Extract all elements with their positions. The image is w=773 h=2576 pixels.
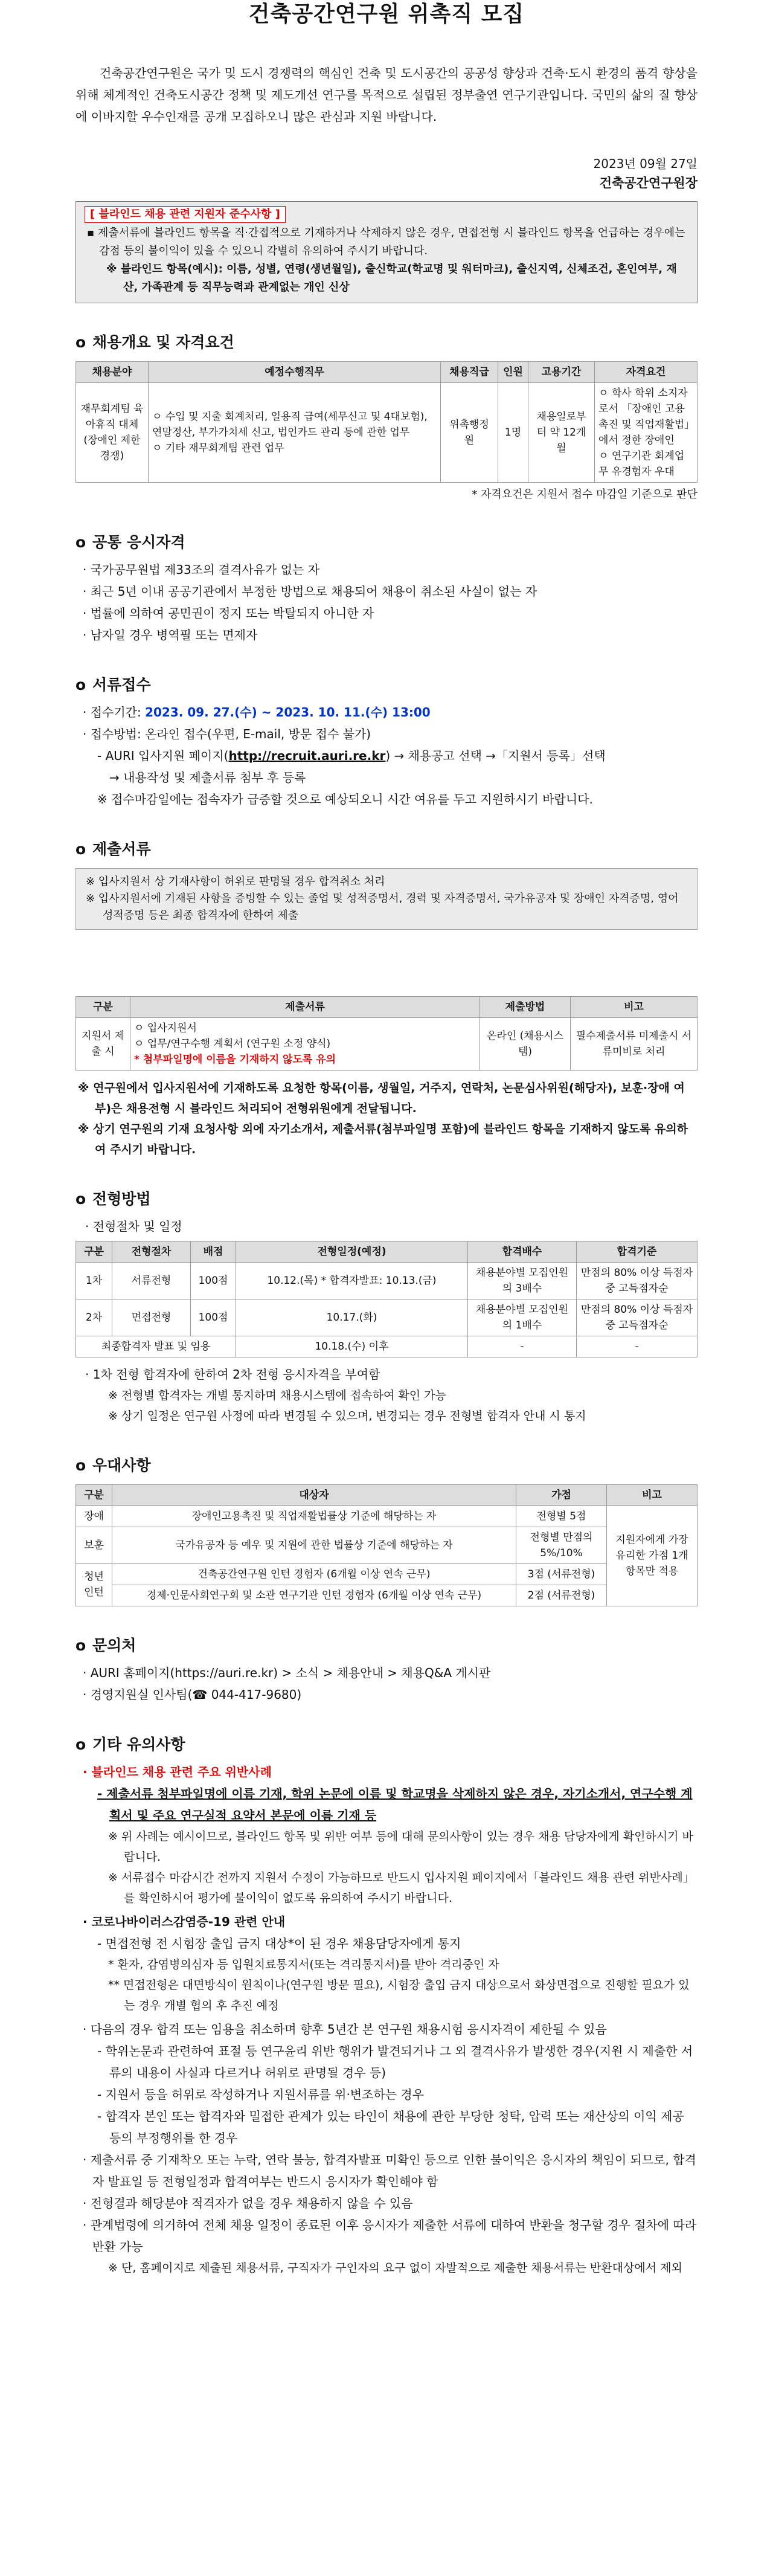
table-header: 가점 — [516, 1484, 607, 1505]
section-bullet-icon: o — [75, 675, 86, 694]
table-header: 합격배수 — [468, 1241, 577, 1262]
duty-cell: ㅇ 수입 및 지출 회계처리, 일용직 급여(세무신고 및 4대보험), 연말정산, 부가가치세 신고, 법인카드 관리 등에 관한 업무 ㅇ 기타 재무회계팀 관련 업무 — [149, 383, 441, 483]
covid-note: * 환자, 감염병의심자 등 입원치료통지서(또는 격리통지서)를 받아 격리중인 자 — [108, 1957, 499, 1971]
table-row: 2차 면접전형 100점 10.17.(화) 채용분야별 모집인원의 1배수 만점의 80% 이상 득점자 중 고득점자순 — [76, 1299, 698, 1336]
violation-example: - 제출서류 첨부파일명에 이름 기재, 학위 논문에 이름 및 학교명을 삭제하지 않은 경우, 자기소개서, 연구수행 계획서 및 주요 연구실적 요약서 본문에 이름 기재 등 — [97, 1786, 693, 1823]
table-row: 청년 인턴 건축공간연구원 인턴 경험자 (6개월 이상 연속 근무) 3점 (서류전형) — [76, 1563, 698, 1585]
table-header-row — [76, 996, 698, 1017]
count-cell: 1명 — [498, 383, 528, 483]
table-header: 채용분야 — [76, 362, 149, 383]
list-item: · 남자일 경우 병역필 또는 면제자 — [83, 627, 258, 642]
organization-head: 건축공간연구원장 — [599, 176, 698, 190]
blind-item-warning: ※ 상기 연구원의 기재 요청사항 외에 자기소개서, 제출서류(첨부파일명 포함)에 블라인드 항목을 기재하지 않도록 유의하여 주시기 바랍니다. — [78, 1122, 688, 1156]
table-row — [76, 1017, 698, 1070]
table-header: 구분 — [76, 1484, 112, 1505]
general-note: ※ 단, 홈페이지로 제출된 채용서류, 구직자가 구인자의 요구 없이 자발적으로 제출한 채용서류는 반환대상에서 제외 — [108, 2261, 682, 2275]
documents-table — [75, 996, 698, 1071]
table-header: 자격요건 — [595, 362, 698, 383]
type-cell: 지원서 제출 시 — [76, 1017, 130, 1070]
other-notes — [75, 1761, 698, 1783]
section-heading-overview: o 채용개요 및 자격요건 — [75, 332, 698, 353]
contact-homepage[interactable]: · AURI 홈페이지(https://auri.re.kr) > 소식 > 채용안내 > 채용Q&A 게시판 — [83, 1665, 491, 1680]
covid-heading: · 코로나바이러스감염증-19 관련 안내 — [83, 1914, 286, 1929]
cancellation-case: - 학위논문과 관련하여 표절 등 연구윤리 위반 행위가 발견되거나 그 외 결격사유가 발생한 경우(지원 시 제출한 서류의 내용이 사실과 다르거나 허위로 판명될 경우 등) — [97, 2043, 693, 2080]
section-heading-contact: o 문의처 — [75, 1635, 698, 1656]
section-heading-eligibility: o 공통 응시자격 — [75, 532, 698, 553]
selection-note: ※ 상기 일정은 연구원 사정에 따라 변경될 수 있으며, 변경되는 경우 전형별 합격자 안내 시 통지 — [108, 1409, 586, 1423]
application-period: · 접수기간: 2023. 09. 27.(수) ~ 2023. 10. 11.(수) 13:00 — [83, 704, 431, 720]
cancellation-case: - 합격자 본인 또는 합격자와 밀접한 관계가 있는 타인이 채용에 관한 부당한 청탁, 압력 또는 재산상의 이익 제공 등의 부정행위를 한 경우 — [97, 2108, 684, 2145]
contact-list — [75, 1662, 698, 1705]
list-item: · 법률에 의하여 공민권이 정지 또는 박탈되지 아니한 자 — [83, 605, 374, 620]
table-header: 구분 — [76, 996, 130, 1017]
cancellation-case: - 지원서 등을 허위로 작성하거나 지원서류를 위·변조하는 경우 — [97, 2087, 425, 2102]
table-row: 보훈 국가유공자 등 예우 및 지원에 관한 법률상 기준에 해당하는 자 전형별 만점의 5%/10% — [76, 1527, 698, 1563]
blind-notice-title: [ 블라인드 채용 관련 지원자 준수사항 ] — [85, 206, 286, 223]
table-header: 인원 — [498, 362, 528, 383]
period-cell: 채용일로부터 약 12개월 — [528, 383, 595, 483]
table-header: 전형절차 — [112, 1241, 191, 1262]
intro-paragraph: 건축공간연구원은 국가 및 도시 경쟁력의 핵심인 건축 및 도시공간의 공공성 향상과 건축·도시 환경의 품격 향상을 위해 체계적인 건축도시공간 정책 및 제도개선 연구를 목적으로 설립된 정부출연 연구기관입니다. 국민의 삶의 질 향상에 이바지할 우수인재를 공개 모집하오니 많은 관심과 지원 바랍니다. — [75, 66, 698, 124]
section-bullet-icon: o — [75, 1735, 86, 1753]
qualification-footnote: * 자격요건은 지원서 접수 마감일 기준으로 판단 — [472, 488, 698, 501]
section-heading-preference: o 우대사항 — [75, 1455, 698, 1476]
table-row: 경제·인문사회연구회 및 소관 연구기관 인턴 경험자 (6개월 이상 연속 근무) 2점 (서류전형) — [76, 1585, 698, 1606]
table-header: 합격기준 — [577, 1241, 698, 1262]
application-method: · 접수방법: 온라인 접수(우편, E-mail, 방문 접수 불가) — [83, 726, 371, 741]
blind-notice-text: ▪ 제출서류에 블라인드 항목을 직·간접적으로 기재하거나 삭제하지 않은 경우, 면접전형 시 블라인드 항목을 언급하는 경우에는 감점 등의 불이익이 있을 수 있으니 각별히 유의하여 주시기 바랍니다. — [87, 227, 685, 257]
violation-heading: · 블라인드 채용 관련 주요 위반사례 — [83, 1764, 272, 1779]
section-bullet-icon: o — [75, 533, 86, 551]
table-header: 전형일정(예정) — [236, 1241, 468, 1262]
table-header: 비고 — [571, 996, 698, 1017]
table-row: 1차 서류전형 100점 10.12.(목) * 합격자발표: 10.13.(금) 채용분야별 모집인원의 3배수 만점의 80% 이상 득점자 중 고득점자순 — [76, 1262, 698, 1299]
section-bullet-icon: o — [75, 840, 86, 858]
violation-note: ※ 위 사례는 예시이므로, 블라인드 항목 및 위반 여부 등에 대해 문의사항이 있는 경우 채용 담당자에게 확인하시기 바랍니다. — [108, 1829, 693, 1864]
section-bullet-icon: o — [75, 1456, 86, 1474]
blind-processing-note: ※ 연구원에서 입사지원서에 기재하도록 요청한 항목(이름, 생월일, 거주지, 연락처, 논문심사위원(해당자), 보훈·장애 여부)은 채용전형 시 블라인드 처리되어 전형위원에게 전달됩니다. — [78, 1081, 685, 1115]
section-bullet-icon: o — [75, 1636, 86, 1654]
section-heading-selection: o 전형방법 — [75, 1189, 698, 1209]
preference-table — [75, 1484, 698, 1606]
recruit-link[interactable]: http://recruit.auri.re.kr — [228, 748, 386, 763]
application-period-value: 2023. 09. 27.(수) ~ 2023. 10. 11.(수) 13:00 — [145, 704, 431, 720]
section-bullet-icon: o — [75, 333, 86, 351]
posting-date: 2023년 09월 27일 — [593, 156, 698, 171]
documents-notice: ※ 입사지원서 상 기재사항이 허위로 판명될 경우 합격취소 처리 — [86, 875, 385, 888]
table-header: 예정수행직무 — [149, 362, 441, 383]
documents-notice-box — [75, 868, 698, 930]
application-list — [75, 701, 698, 745]
contact-phone: · 경영지원실 인사팀(☎ 044-417-9680) — [83, 1687, 302, 1702]
method-cell: 온라인 (채용시스템) — [480, 1017, 571, 1070]
field-cell: 재무회계팀 육아휴직 대체 (장애인 제한경쟁) — [76, 383, 149, 483]
eligibility-list — [75, 559, 698, 646]
table-header-row — [76, 362, 698, 383]
section-bullet-icon: o — [75, 1190, 86, 1208]
table-row — [76, 383, 698, 483]
selection-note: · 1차 전형 합격자에 한하여 2차 전형 응시자격을 부여함 — [85, 1367, 380, 1382]
deadline-warning: ※ 접수마감일에는 접속자가 급증할 것으로 예상되오니 시간 여유를 두고 지원하시기 바랍니다. — [97, 791, 593, 807]
table-header: 배점 — [191, 1241, 236, 1262]
remark-cell: 필수제출서류 미제출시 서류미비로 처리 — [571, 1017, 698, 1070]
table-header: 제출서류 — [130, 996, 480, 1017]
qualification-cell: ㅇ 학사 학위 소지자로서 「장애인 고용촉진 및 직업재활법」에서 정한 장애인 ㅇ 연구기관 회계업무 유경험자 우대 — [595, 383, 698, 483]
general-note: · 관계법령에 의거하여 전체 채용 일정이 종료된 이후 응시자가 제출한 서류에 대하여 반환을 청구할 경우 절차에 따라 반환 가능 — [83, 2217, 697, 2254]
table-row: 장애 장애인고용촉진 및 직업재활법률상 기준에 해당하는 자 전형별 5점 지원자에게 가장 유리한 가점 1개 항목만 적용 — [76, 1505, 698, 1527]
table-header: 구분 — [76, 1241, 112, 1262]
recruitment-overview-table — [75, 361, 698, 483]
documents-cell: ㅇ 입사지원서 ㅇ 업무/연구수행 계획서 (연구원 소정 양식) * 첨부파일명에 이름을 기재하지 않도록 유의 — [130, 1017, 480, 1070]
table-header: 고용기간 — [528, 362, 595, 383]
preference-remark: 지원자에게 가장 유리한 가점 1개 항목만 적용 — [607, 1505, 698, 1606]
covid-note: - 면접전형 전 시험장 출입 금지 대상*이 된 경우 채용담당자에게 통지 — [97, 1936, 461, 1951]
selection-table — [75, 1241, 698, 1357]
section-heading-application: o 서류접수 — [75, 675, 698, 695]
table-header: 채용직급 — [441, 362, 498, 383]
covid-note: ** 면접전형은 대면방식이 원칙이나(연구원 방문 필요), 시험장 출입 금지 대상으로서 화상면접으로 진행할 필요가 있는 경우 개별 협의 후 추진 예정 — [108, 1978, 690, 2012]
documents-notice: ※ 입사지원서에 기재된 사항을 증빙할 수 있는 졸업 및 성적증명서, 경력 및 자격증명서, 국가유공자 및 장애인 자격증명, 영어성적증명 등은 최종 합격자에 한하여 제출 — [86, 892, 679, 922]
general-note: · 전형결과 해당분야 적격자가 없을 경우 채용하지 않을 수 있음 — [83, 2195, 413, 2211]
table-header: 제출방법 — [480, 996, 571, 1017]
list-item: · 국가공무원법 제33조의 결격사유가 없는 자 — [83, 562, 320, 577]
page-title: 건축공간연구원 위촉직 모집 — [248, 2, 525, 27]
list-item: · 최근 5년 이내 공공기관에서 부정한 방법으로 채용되어 채용이 취소된 사실이 없는 자 — [83, 584, 537, 599]
table-header-row — [76, 1241, 698, 1262]
cancellation-heading: · 다음의 경우 합격 또는 임용을 취소하며 향후 5년간 본 연구원 채용시험 응시자격이 제한될 수 있음 — [83, 2021, 607, 2037]
auri-recruit-instructions: - AURI 입사지원 페이지(http://recruit.auri.re.kr) → 채용공고 선택 →「지원서 등록」선택 — [97, 748, 606, 763]
selection-note: ※ 전형별 합격자는 개별 통지하며 채용시스템에 접속하여 확인 가능 — [108, 1388, 446, 1402]
auri-recruit-instructions-2: → 내용작성 및 제출서류 첨부 후 등록 — [109, 770, 306, 785]
section-heading-documents: o 제출서류 — [75, 839, 698, 860]
blind-recruitment-notice — [75, 201, 698, 303]
blind-notice-examples: ※ 블라인드 항목(예시): 이름, 성별, 연령(생년월일), 출신학교(학교명 및 워터마크), 출신지역, 신체조건, 혼인여부, 재산, 가족관계 등 직무능력과 관계없는 개인 신상 — [106, 263, 677, 294]
grade-cell: 위촉행정원 — [441, 383, 498, 483]
selection-subtitle: · 전형절차 및 일정 — [85, 1219, 182, 1234]
table-header: 대상자 — [112, 1484, 516, 1505]
general-note: · 제출서류 중 기재착오 또는 누락, 연락 불능, 합격자발표 미확인 등으로 인한 불이익은 응시자의 책임이 되므로, 합격자 발표일 등 전형일정과 합격여부는 반드시 응시자가 확인해야 함 — [83, 2152, 696, 2189]
table-row: 최종합격자 발표 및 임용 10.18.(수) 이후 - - — [76, 1336, 698, 1357]
violation-note: ※ 서류접수 마감시간 전까지 지원서 수정이 가능하므로 반드시 입사지원 페이지에서「블라인드 채용 관련 위반사례」를 확인하시어 평가에 불이익이 없도록 유의하여 주시기 바랍니다. — [108, 1870, 694, 1905]
section-heading-other: o 기타 유의사항 — [75, 1734, 698, 1755]
table-header-row — [76, 1484, 698, 1505]
table-header: 비고 — [607, 1484, 698, 1505]
